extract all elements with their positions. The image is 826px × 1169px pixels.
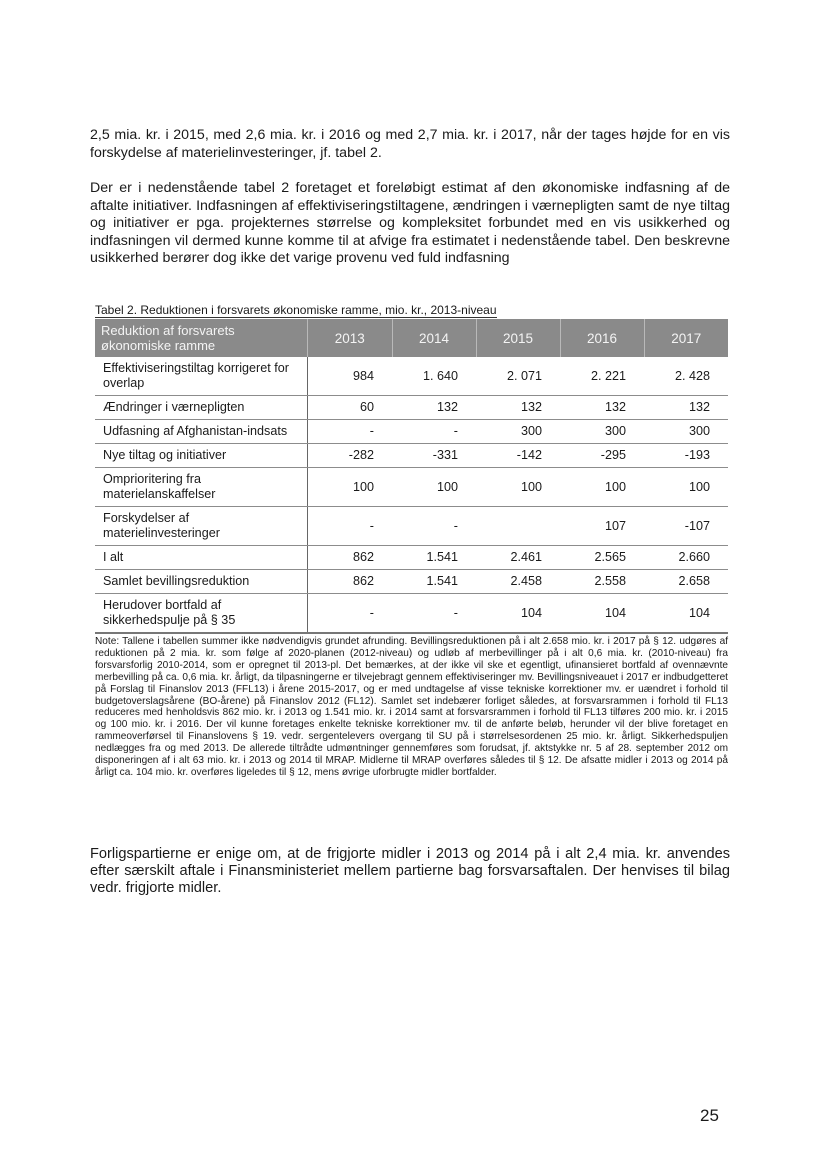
table-header-year: 2017 xyxy=(644,319,728,357)
table-header-year: 2013 xyxy=(308,319,393,357)
row-label: Effektiviseringstiltag korrigeret for overlap xyxy=(95,357,308,396)
cell-value: 1.541 xyxy=(392,546,476,570)
table-row xyxy=(95,420,728,444)
cell-value: -193 xyxy=(644,444,728,468)
table-row xyxy=(95,396,728,420)
cell-value xyxy=(476,507,560,546)
row-label: Udfasning af Afghanistan-indsats xyxy=(95,420,308,444)
cell-value: -142 xyxy=(476,444,560,468)
table-caption-text: Tabel 2. Reduktionen i forsvarets økonomiske ramme, mio. kr., 2013-niveau xyxy=(95,303,497,317)
conclusion-paragraph: Forligspartierne er enige om, at de frigjorte midler i 2013 og 2014 på i alt 2,4 mia. kr. anvendes efter særskilt aftale i Finansministeriet mellem partierne bag forsvarsaftalen. Der henvises til bilag vedr. frigjorte midler. xyxy=(90,846,730,897)
cell-value: 132 xyxy=(560,396,644,420)
cell-value: - xyxy=(392,594,476,634)
cell-value: 107 xyxy=(560,507,644,546)
table-row xyxy=(95,357,728,396)
table-row xyxy=(95,570,728,594)
table-row xyxy=(95,468,728,507)
intro-paragraph: 2,5 mia. kr. i 2015, med 2,6 mia. kr. i 2016 og med 2,7 mia. kr. i 2017, når der tages højde for en vis forskydelse af materielinvesteringer, jf. tabel 2. xyxy=(90,127,730,161)
cell-value: 862 xyxy=(308,546,393,570)
cell-value: -295 xyxy=(560,444,644,468)
table-row xyxy=(95,594,728,634)
row-label: Nye tiltag og initiativer xyxy=(95,444,308,468)
table-header-year: 2016 xyxy=(560,319,644,357)
row-label: Omprioritering fra materielanskaffelser xyxy=(95,468,308,507)
cell-value: 984 xyxy=(308,357,393,396)
table-header-year: 2014 xyxy=(392,319,476,357)
cell-value: 2. 428 xyxy=(644,357,728,396)
cell-value: -107 xyxy=(644,507,728,546)
cell-value: - xyxy=(308,594,393,634)
table-header-row xyxy=(95,319,728,357)
cell-value: -282 xyxy=(308,444,393,468)
cell-value: 2.658 xyxy=(644,570,728,594)
cell-value: 2.660 xyxy=(644,546,728,570)
cell-value: 104 xyxy=(560,594,644,634)
cell-value: - xyxy=(308,507,393,546)
row-label: Forskydelser af materielinvesteringer xyxy=(95,507,308,546)
cell-value: -331 xyxy=(392,444,476,468)
row-label: I alt xyxy=(95,546,308,570)
cell-value: 300 xyxy=(560,420,644,444)
cell-value: 2. 071 xyxy=(476,357,560,396)
cell-value: 300 xyxy=(644,420,728,444)
table-note: Note: Tallene i tabellen summer ikke nødvendigvis grundet afrunding. Bevillingsreduktionen på i alt 2.658 mio. kr. i 2017 på § 12. udgøres af reduktionen på 2 mia. kr. som følge af 2020-planen (2012-niveau) og udløb af merbevillinger på i alt 0,6 mia. kr. (2010-niveau) fra forsvarsforlig 2010-2014, som er opregnet til 2013-pl. Det bemærkes, at der ikke vil ske et egentligt, ufinansieret bortfald af ovennævnte merbevilling på ca. 0,6 mia. kr. årligt, da tilpasningerne er tilvejebragt gennem effektiviseringer mv. Bevillingsniveauet i 2017 er indbudgetteret på Forslag til Finanslov 2013 (FFL13) i årene 2015-2017, og er med undtagelse af visse tekniske korrektioner mv. er uændret i forhold til budgetoverslagsårene (BO-årene) på Finanslov 2012 (FL12). Samlet set indebærer forliget således, at forsvarsrammen i forhold til FL13 reduceres med henholdsvis 862 mio. kr. i 2013 og 1.541 mio. kr. i 2014 samt at forsvarsrammen i forhold til FL13 tilføres 200 mio. kr. i 2015 og 100 mio. kr. i 2016. Der vil kunne foretages enkelte tekniske korrektioner mv. til de anførte beløb, herunder vil der blive foretaget en rammeoverførsel til Finanslovens § 19. vedr. sergentelevers overgang til SU på i størrelsesordenen 25 mio. kr. årligt. Sikkerhedspuljen nedlægges fra og med 2013. De allerede tiltrådte udmøntninger gennemføres som forudsat, jf. aktstykke nr. 5 af 28. september 2012 om disponeringen af i alt 63 mio. kr. i 2013 og 2014 til MRAP. Midlerne til MRAP overføres således til § 12. De afsatte midler i 2013 og 2014 på årligt ca. 104 mio. kr. overføres ligeledes til § 12, mens øvrige uforbrugte midler bortfalder. xyxy=(95,636,728,778)
row-label: Ændringer i værnepligten xyxy=(95,396,308,420)
cell-value: 132 xyxy=(476,396,560,420)
cell-value: 2.565 xyxy=(560,546,644,570)
cell-value: - xyxy=(392,507,476,546)
reduction-table xyxy=(95,319,728,634)
cell-value: 2.461 xyxy=(476,546,560,570)
cell-value: 100 xyxy=(560,468,644,507)
cell-value: 100 xyxy=(644,468,728,507)
row-label: Samlet bevillingsreduktion xyxy=(95,570,308,594)
cell-value: 132 xyxy=(644,396,728,420)
cell-value: 2.458 xyxy=(476,570,560,594)
table-row xyxy=(95,546,728,570)
table-header-label: Reduktion af forsvarets økonomiske ramme xyxy=(95,319,308,357)
cell-value: 1.541 xyxy=(392,570,476,594)
cell-value: 1. 640 xyxy=(392,357,476,396)
cell-value: - xyxy=(308,420,393,444)
cell-value: 2. 221 xyxy=(560,357,644,396)
table-row xyxy=(95,507,728,546)
cell-value: 2.558 xyxy=(560,570,644,594)
table-header-year: 2015 xyxy=(476,319,560,357)
cell-value: 100 xyxy=(392,468,476,507)
cell-value: 300 xyxy=(476,420,560,444)
cell-value: 862 xyxy=(308,570,393,594)
page-number: 25 xyxy=(700,1106,719,1125)
cell-value: - xyxy=(392,420,476,444)
cell-value: 100 xyxy=(308,468,393,507)
table-row xyxy=(95,444,728,468)
cell-value: 60 xyxy=(308,396,393,420)
cell-value: 100 xyxy=(476,468,560,507)
cell-value: 104 xyxy=(476,594,560,634)
cell-value: 104 xyxy=(644,594,728,634)
cell-value: 132 xyxy=(392,396,476,420)
row-label: Herudover bortfald af sikkerhedspulje på § 35 xyxy=(95,594,308,634)
table-caption xyxy=(95,303,730,317)
estimate-paragraph: Der er i nedenstående tabel 2 foretaget et foreløbigt estimat af den økonomiske indfasning af de aftalte initiativer. Indfasningen af effektiviseringstiltagene, ændringen i værnepligten samt de nye tiltag og initiativer er pga. projekternes størrelse og kompleksitet forbundet med en vis usikkerhed og indfasningen vil dermed kunne komme til at afvige fra estimatet i nedenstående tabel. Den beskrevne usikkerhed berører dog ikke det varige provenu ved fuld indfasning xyxy=(90,180,730,267)
